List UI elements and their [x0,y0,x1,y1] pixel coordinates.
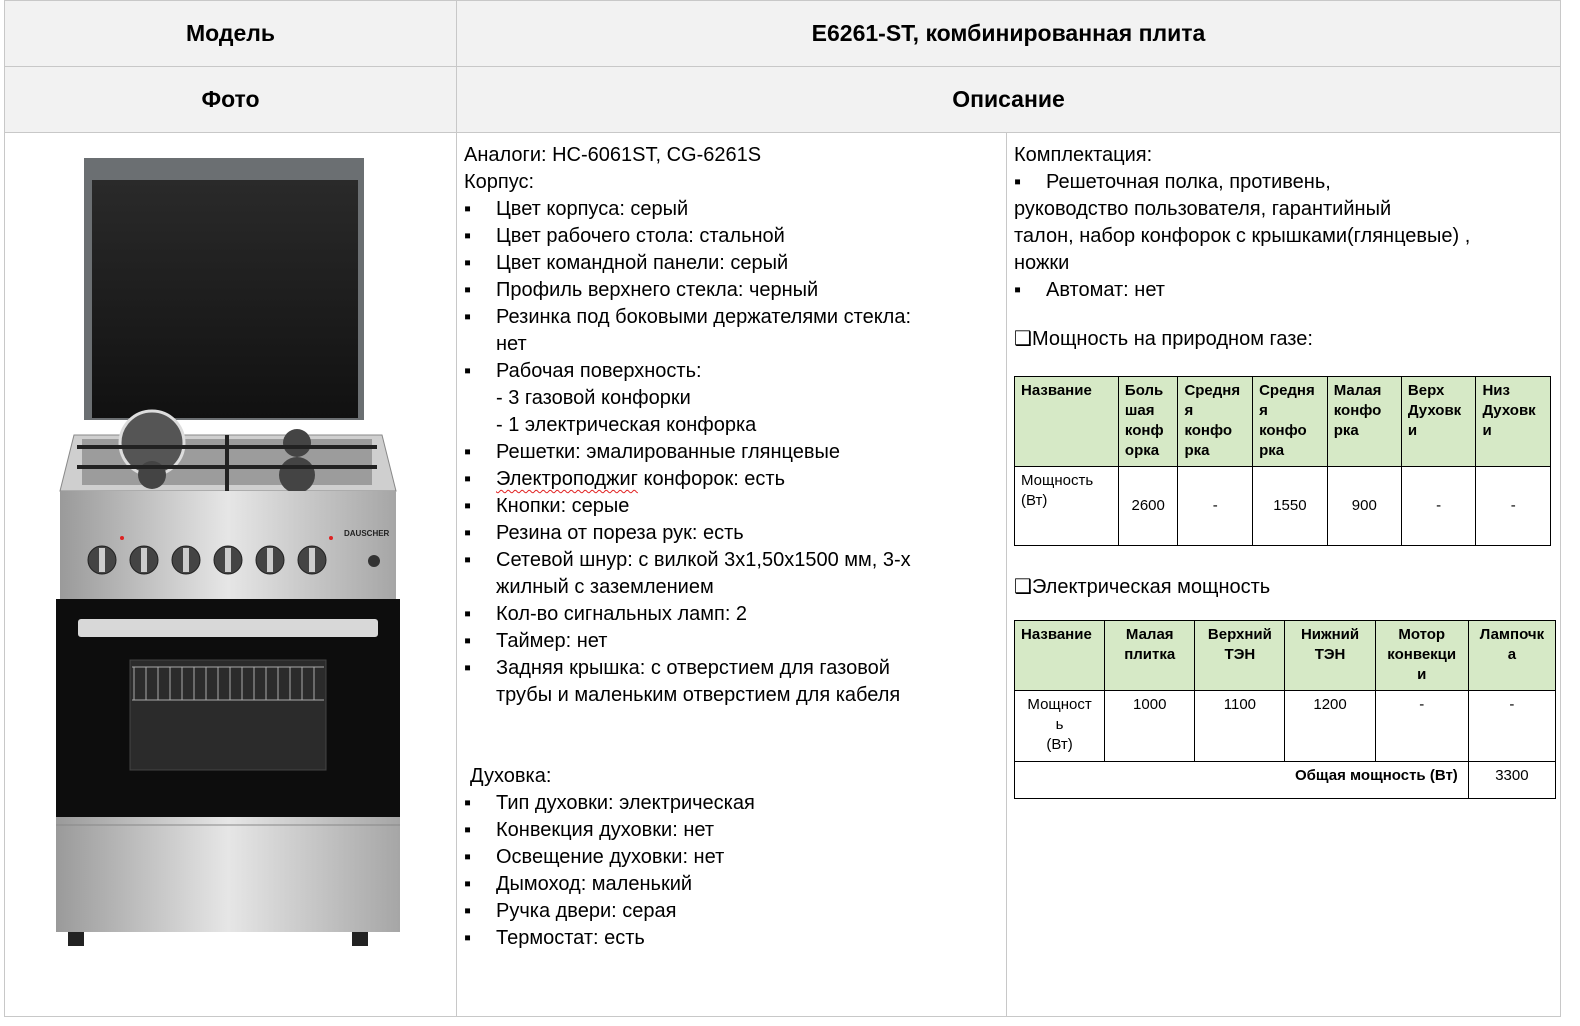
body-item: ▪ Резина от пореза рук: есть [464,520,911,547]
model-value: E6261-ST, комбинированная плита [811,20,1206,46]
gas-power-title [1014,326,1313,353]
gas-header-line: орка [1124,442,1160,459]
gas-header-line: Боль [1124,382,1164,399]
el-header-lamp [1468,621,1555,691]
body-item: ▪ Кнопки: серые [464,493,911,520]
gas-header-mid-burner [1178,377,1253,467]
el-table-header-row [1015,621,1556,691]
body-item-cont: жилный с заземлением [496,576,714,598]
body-item: ▪ Таймер: нет [464,628,911,655]
oven-item: ▪ Конвекция духовки: нет [464,817,755,844]
el-row-label [1015,691,1105,762]
el-header-line: Малая [1125,626,1174,643]
body-item: ▪ Резинка под боковыми держателями стекла: [464,304,911,331]
el-header-line: а [1507,646,1517,663]
model-label: Модель [185,20,276,46]
gas-header-line: Средня [1184,382,1241,399]
body-subitem: - 1 электрическая конфорка [496,414,757,436]
photo-label-cell [5,67,456,132]
body-item-cont: трубы и маленьким отверстием для кабеля [496,684,901,706]
gas-header-small-burner [1327,377,1401,467]
body-item: ▪ Кол-во сигнальных ламп: 2 [464,601,911,628]
el-row-label-line: Мощност [1027,696,1092,713]
gas-header-line: Средня [1259,382,1315,399]
model-label-cell [5,1,456,66]
kit-item-cont: руководство пользователя, гарантийный [1014,198,1392,220]
gas-header-line: Название [1021,382,1092,399]
body-item: ▪ Задняя крышка: с отверстием для газовой [464,655,911,682]
el-header-name [1015,621,1105,691]
el-header-line: ТЭН [1314,646,1346,663]
el-value: - [1375,691,1468,762]
oven-section [464,763,755,952]
gas-header-name [1015,377,1119,467]
el-value: - [1468,691,1555,762]
el-value: 1100 [1195,691,1285,762]
gas-table-row [1015,467,1551,546]
checkbox-bullet-icon: ❑ [1014,328,1032,350]
analogs: Аналоги: HC-6061ST, CG-6261S [464,144,762,166]
body-item: ▪ Сетевой шнур: с вилкой 3х1,50х1500 мм, 3-х [464,547,911,574]
gas-value: - [1178,467,1253,546]
el-header-line: Название [1021,626,1092,643]
kit-item: ▪ Решеточная полка, противень, [1014,169,1470,196]
el-header-line: конвекци [1387,646,1457,663]
gas-header-line: конфо [1259,422,1307,439]
gas-header-line: рка [1259,442,1285,459]
stove-photo [52,155,402,955]
gas-value: 900 [1327,467,1401,546]
body-item: ▪ Цвет командной панели: серый [464,250,911,277]
description-label-cell [457,67,1560,132]
el-row-label-line: ь [1055,716,1064,733]
gas-value: 1550 [1253,467,1328,546]
gas-header-line: рка [1184,442,1210,459]
gas-header-line: Духовк [1407,402,1462,419]
body-item: ▪ Цвет рабочего стола: стальной [464,223,911,250]
el-header-line: и [1417,666,1427,683]
gas-header-line: я [1184,402,1194,419]
body-item-text: конфорок: есть [637,468,786,490]
gas-power-table [1014,376,1551,546]
gas-header-big-burner [1118,377,1178,467]
el-total-value: 3300 [1468,762,1555,799]
gas-header-mid-burner [1253,377,1328,467]
el-total-row [1015,762,1556,799]
el-header-bottom-element [1285,621,1375,691]
el-header-line: плитка [1124,646,1176,663]
gas-value: - [1401,467,1476,546]
el-header-line: Мотор [1398,626,1446,643]
gas-header-line: и [1482,422,1492,439]
gas-header-line: Малая [1333,382,1382,399]
kit-item-cont: ножки [1014,252,1070,274]
gas-header-line: и [1407,422,1418,439]
body-item [464,466,911,493]
body-item: ▪ Рабочая поверхность: [464,358,911,385]
oven-item: ▪ Термостат: есть [464,925,755,952]
gas-header-line: Духовк [1482,402,1536,419]
oven-item: ▪ Ручка двери: серая [464,898,755,925]
body-item: ▪ Решетки: эмалированные глянцевые [464,439,911,466]
body-item: ▪ Профиль верхнего стекла: черный [464,277,911,304]
oven-item: ▪ Освещение духовки: нет [464,844,755,871]
description-left [464,142,911,709]
gas-row-label [1015,467,1119,546]
column-divider [456,0,457,1017]
el-header-top-element [1195,621,1285,691]
auto-item: ▪ Автомат: нет [1014,277,1470,304]
gas-header-line: я [1259,402,1268,419]
oven-item: ▪ Дымоход: маленький [464,871,755,898]
oven-item: ▪ Тип духовки: электрическая [464,790,755,817]
body-label: Корпус: [464,171,535,193]
el-header-convection-motor [1375,621,1468,691]
el-header-line: Нижний [1300,626,1360,643]
row-divider [4,132,1561,133]
body-item: ▪ Цвет корпуса: серый [464,196,911,223]
oven-label: Духовка: [470,765,552,787]
el-row-label-line: (Вт) [1046,736,1073,753]
gas-row-label-line: (Вт) [1021,492,1048,509]
gas-value: - [1476,467,1551,546]
gas-power-title-text: Мощность на природном газе: [1031,328,1313,350]
gas-header-line: конфо [1333,402,1382,419]
el-value: 1200 [1285,691,1375,762]
el-header-line: ТЭН [1224,646,1256,663]
row-divider [4,66,1561,67]
photo-label: Фото [201,86,260,112]
description-right [1014,142,1470,304]
el-table-row [1015,691,1556,762]
gas-header-oven-bottom [1476,377,1551,467]
gas-header-line: Низ [1482,382,1510,399]
electric-power-title [1014,574,1270,601]
el-header-line: Лампочк [1479,626,1545,643]
el-header-small-plate [1105,621,1195,691]
gas-row-label-line: Мощность [1021,472,1094,489]
gas-header-line: шая [1124,402,1155,419]
electric-power-table [1014,620,1556,799]
body-subitem: - 3 газовой конфорки [496,387,691,409]
gas-header-line: рка [1333,422,1359,439]
kit-label: Комплектация: [1014,144,1153,166]
gas-header-line: конфо [1184,422,1233,439]
el-total-label: Общая мощность (Вт) [1015,762,1469,799]
el-header-line: Верхний [1207,626,1272,643]
gas-header-line: Верх [1407,382,1445,399]
model-value-cell [457,1,1560,66]
body-item-cont: нет [496,333,527,355]
checkbox-bullet-icon: ❑ [1014,576,1032,598]
gas-header-line: конф [1124,422,1164,439]
electric-power-title-text: Электрическая мощность [1031,576,1271,598]
stove-brand: DAUSCHER [344,529,390,538]
description-label: Описание [952,86,1065,112]
column-divider [1006,133,1007,1017]
spellcheck-word: Электроподжиг [496,468,638,490]
gas-value: 2600 [1118,467,1178,546]
gas-table-header-row [1015,377,1551,467]
kit-item-cont: талон, набор конфорок с крышками(глянцевые) , [1014,225,1471,247]
el-value: 1000 [1105,691,1195,762]
gas-header-oven-top [1401,377,1476,467]
